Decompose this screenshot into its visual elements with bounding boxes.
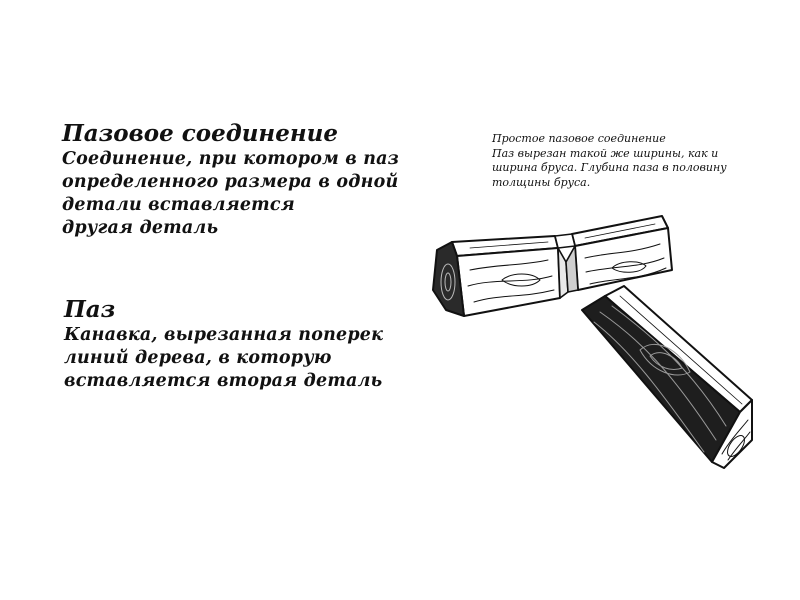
groove-text-line: линий дерева, в которую [64, 348, 332, 368]
groove-joint-text-line: детали вставляется [62, 195, 295, 215]
caption-line: Простое пазовое соединение [492, 132, 666, 145]
groove-joint-text-line: Соединение, при котором в паз [62, 149, 400, 169]
wooden-groove-joint-illustration [420, 200, 800, 500]
groove-text-line: Канавка, вырезанная поперек [64, 325, 384, 345]
illustration-caption [492, 132, 727, 190]
caption-line: толщины бруса. [492, 175, 591, 189]
groove-joint-text-line: определенного размера в одной [62, 172, 399, 192]
groove-joint-text-line: другая деталь [62, 218, 219, 238]
groove-joint-title: Пазовое соединение [62, 120, 338, 147]
groove-title: Паз [64, 296, 116, 323]
groove-definition [64, 296, 383, 393]
caption-line: Паз вырезан такой же ширины, как и [492, 146, 719, 160]
inserted-board [582, 286, 752, 468]
groove-text-line: вставляется вторая деталь [64, 371, 383, 391]
groove-joint-definition [62, 120, 399, 240]
caption-line: ширина бруса. Глубина паза в половину [492, 161, 727, 174]
